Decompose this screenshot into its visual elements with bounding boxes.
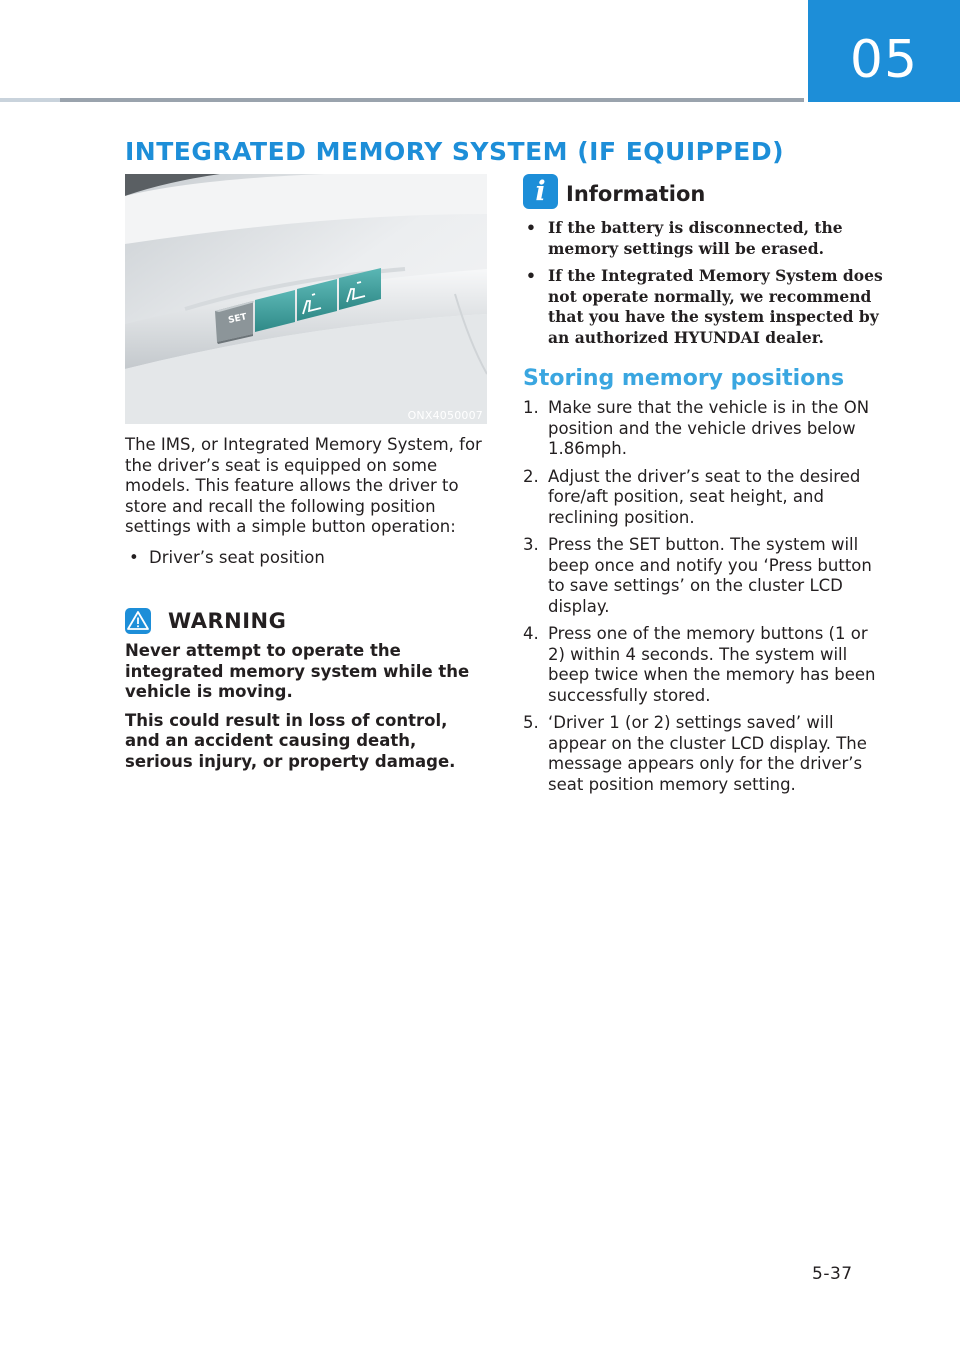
step-item [523, 467, 888, 529]
storing-steps [523, 398, 888, 795]
storing-heading: Storing memory positions [523, 366, 845, 391]
step-text: Adjust the driver’s seat to the desired fore/aft position, seat height, and reclining position. [548, 466, 861, 527]
step-item [523, 398, 888, 460]
information-title: Information [566, 181, 706, 206]
step-number: 3. [523, 535, 539, 554]
info-icon [523, 174, 558, 209]
chapter-tab [808, 0, 960, 102]
chapter-number: 05 [849, 30, 919, 90]
step-text: Press the SET button. The system will beep once and notify you ‘Press button to save settings’ on the cluster LCD display. [548, 535, 872, 616]
header-rule-accent [0, 98, 60, 102]
step-text: Press one of the memory buttons (1 or 2) within 4 seconds. The system will beep twice when the memory has been successfully stored. [548, 624, 876, 705]
list-item: • Driver’s seat position [125, 548, 487, 569]
step-item [523, 713, 888, 795]
figure-caption: ONX4050007 [407, 409, 483, 422]
information-list [523, 218, 888, 348]
list-item: • If the battery is disconnected, the memory settings will be erased. [523, 218, 888, 259]
section-title: INTEGRATED MEMORY SYSTEM (IF EQUIPPED) [125, 137, 785, 166]
warning-title: WARNING [168, 609, 287, 633]
step-item [523, 535, 888, 617]
step-text: ‘Driver 1 (or 2) settings saved’ will appear on the cluster LCD display. The message appears only for the driver’s seat position memory setting. [548, 713, 867, 794]
warning-paragraph: This could result in loss of control, and an accident causing death, serious injury, or property damage. [125, 710, 456, 771]
step-number: 5. [523, 713, 539, 732]
info-icon-glyph: i [535, 176, 546, 207]
step-item [523, 624, 888, 706]
warning-header [125, 608, 487, 634]
step-number: 2. [523, 466, 539, 486]
right-column [523, 174, 888, 802]
step-number: 4. [523, 624, 539, 643]
left-column [125, 174, 487, 772]
step-text: Make sure that the vehicle is in the ON position and the vehicle drives below 1.86mph. [548, 398, 870, 458]
warning-triangle-icon [125, 608, 151, 634]
header-rule [0, 98, 804, 102]
information-header [523, 174, 888, 209]
intro-paragraph: The IMS, or Integrated Memory System, for the driver’s seat is equipped on some models. This feature allows the driver to store and recall the following position settings with a simple button operation: [125, 435, 482, 536]
door-panel-illustration [125, 174, 487, 424]
page-number: 5-37 [812, 1264, 853, 1284]
position-settings-list [125, 548, 487, 569]
warning-paragraph: Never attempt to operate the integrated memory system while the vehicle is moving. [125, 641, 470, 701]
ims-buttons-figure [125, 174, 487, 424]
list-item: • If the Integrated Memory System does not operate normally, we recommend that you have the system inspected by an authorized HYUNDAI dealer. [523, 266, 888, 348]
set-button-label: SET [227, 312, 248, 326]
step-number: 1. [523, 398, 539, 417]
